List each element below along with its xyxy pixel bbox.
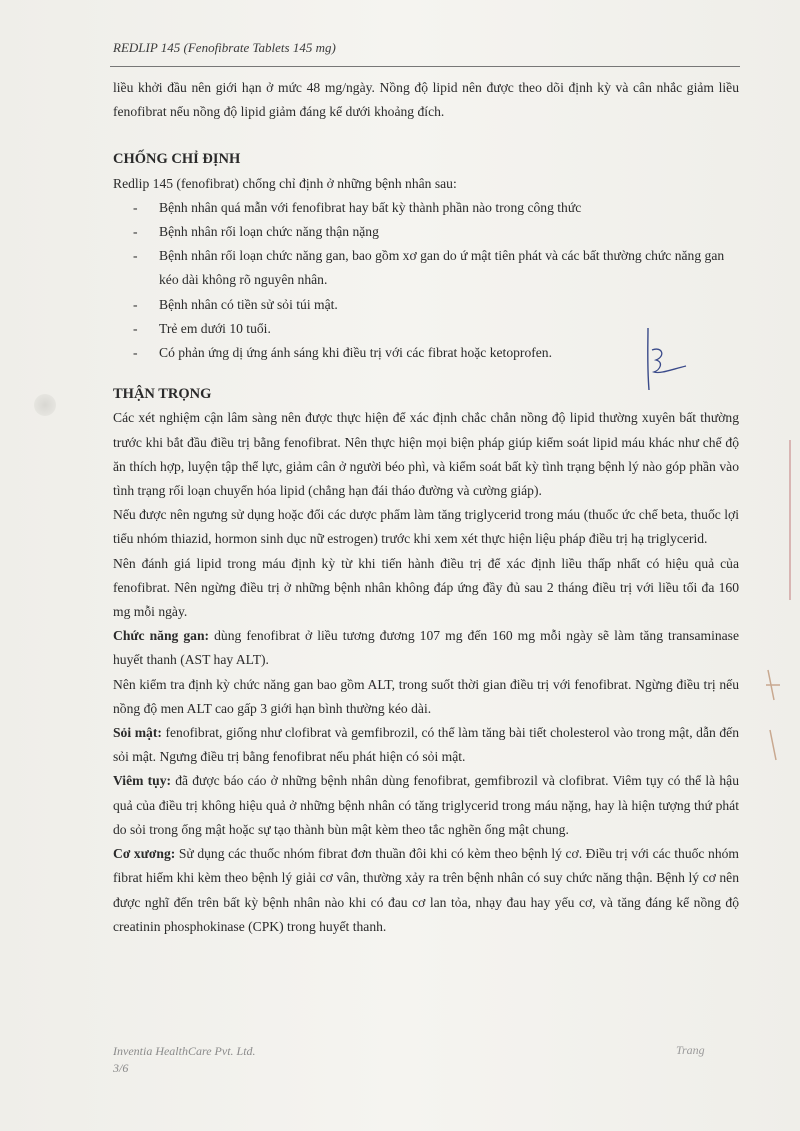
footer-company-name: Inventia HealthCare Pvt. Ltd. [113, 1044, 256, 1058]
handwritten-initials-signature [630, 320, 700, 400]
gallstone-text: fenofibrat, giống như clofibrat và gemfibrozil, có thể làm tăng bài tiết cholesterol vào trong mật, dẫn đến sỏi mật. Ngưng điều trị bằng fenofibrat nếu phát hiện có sỏi mật. [113, 725, 739, 765]
list-item: - Bệnh nhân quá mẫn với fenofibrat hay bất kỳ thành phần nào trong công thức [113, 196, 739, 220]
precautions-paragraph-4: Nên kiểm tra định kỳ chức năng gan bao gồm ALT, trong suốt thời gian điều trị với fenofibrat. Ngừng điều trị nếu nồng độ men ALT cao gấp 3 giới hạn bình thường kéo dài. [113, 676, 739, 716]
list-item: - Có phản ứng dị ứng ánh sáng khi điều trị với các fibrat hoặc ketoprofen. [113, 341, 739, 365]
list-item: - Bệnh nhân có tiền sử sỏi túi mật. [113, 293, 739, 317]
running-header: REDLIP 145 (Fenofibrate Tablets 145 mg) [113, 40, 336, 55]
section-title-precautions: THẬN TRỌNG [113, 386, 212, 403]
precautions-paragraph-2: Nếu được nên ngưng sử dụng hoặc đổi các dược phẩm làm tăng triglycerid trong máu (thuốc ức chế beta, thuốc lợi tiểu nhóm thiazid, hormon sinh dục nữ estrogen) trước khi xem xét thực hiện liệu pháp điều trị hạ triglycerid. [113, 507, 739, 547]
punch-hole-mark [34, 394, 56, 416]
pancreatitis-paragraph [113, 769, 739, 842]
liver-function-text: dùng fenofibrat ở liều tương đương 107 mg đến 160 mg mỗi ngày sẽ làm tăng transaminase huyết thanh (AST hay ALT). [113, 628, 740, 668]
musculoskeletal-text: Sử dụng các thuốc nhóm fibrat đơn thuần đôi khi có kèm theo bệnh lý cơ. Điều trị với các thuốc nhóm fibrat hiếm khi kèm theo bệnh lý giải cơ vân, thường xảy ra trên bệnh nhân có suy chức năng thận. Bệnh lý cơ nên được nghĩ đến trên bất kỳ bệnh nhân nào khi có đau cơ lan tỏa, nhạy đau hay yếu cơ, và tăng đáng kể nồng độ creatinin phosphokinase (CPK) trong huyết thanh. [113, 846, 739, 934]
footer-page-label: Trang [676, 1043, 705, 1057]
section-title-contraindications: CHỐNG CHỈ ĐỊNH [113, 151, 241, 168]
intro-paragraph: liều khởi đầu nên giới hạn ở mức 48 mg/ngày. Nồng độ lipid nên được theo dõi định kỳ và cân nhắc giảm liều fenofibrat nếu nồng độ lipid giảm đáng kể dưới khoảng đích. [113, 80, 739, 120]
footer-page-fraction: 3/6 [113, 1061, 129, 1075]
list-item: - Bệnh nhân rối loạn chức năng thận nặng [113, 220, 739, 244]
pancreatitis-text: đã được báo cáo ở những bệnh nhân dùng fenofibrat, gemfibrozil và clofibrat. Viêm tụy có thể là hậu quả của điều trị không hiệu quả ở những bệnh nhân có tăng triglycerid trong máu nặng, hay là hiện tượng thứ phát do sỏi trong ống mật hoặc sự tạo thành bùn mật kèm theo tắc nghẽn ống mật chung. [113, 773, 739, 837]
edge-stamp-mark [760, 430, 800, 810]
liver-function-paragraph [113, 624, 739, 672]
musculoskeletal-paragraph [113, 842, 739, 939]
precautions-paragraph-1: Các xét nghiệm cận lâm sàng nên được thực hiện để xác định chắc chắn nồng độ lipid thường xuyên bất thường trước khi bắt đầu điều trị bằng fenofibrat. Nên thực hiện mọi biện pháp giúp kiểm soát lipid máu khác như chế độ ăn thích hợp, luyện tập thể lực, giảm cân ở người béo phì, và kiểm soát bất kỳ tình trạng bệnh lý nào góp phần vào tình trạng rối loạn chuyển hóa lipid (chẳng hạn đái tháo đường và cường giáp). [113, 410, 739, 499]
pancreatitis-lead: Viêm tụy: [113, 773, 172, 789]
gallstone-paragraph [113, 721, 739, 769]
list-item: - Bệnh nhân rối loạn chức năng gan, bao gồm xơ gan do ứ mật tiên phát và các bất thường chức năng gan kéo dài không rõ nguyên nhân. [113, 244, 739, 292]
gallstone-lead: Sỏi mật: [113, 725, 162, 741]
document-body [113, 76, 739, 939]
contraindications-lead: Redlip 145 (fenofibrat) chống chỉ định ở những bệnh nhân sau: [113, 175, 457, 191]
liver-function-lead: Chức năng gan: [113, 628, 210, 644]
footer-company [113, 1043, 256, 1077]
list-item: - Trẻ em dưới 10 tuổi. [113, 317, 739, 341]
header-divider [110, 66, 740, 67]
precautions-paragraph-3: Nên đánh giá lipid trong máu định kỳ từ khi tiến hành điều trị để xác định liều thấp nhất có hiệu quả của fenofibrat. Nên ngừng điều trị ở những bệnh nhân không đáp ứng đầy đủ sau 2 tháng điều trị với liều tối đa 160 mg mỗi ngày. [113, 555, 739, 620]
musculoskeletal-lead: Cơ xương: [113, 846, 176, 862]
